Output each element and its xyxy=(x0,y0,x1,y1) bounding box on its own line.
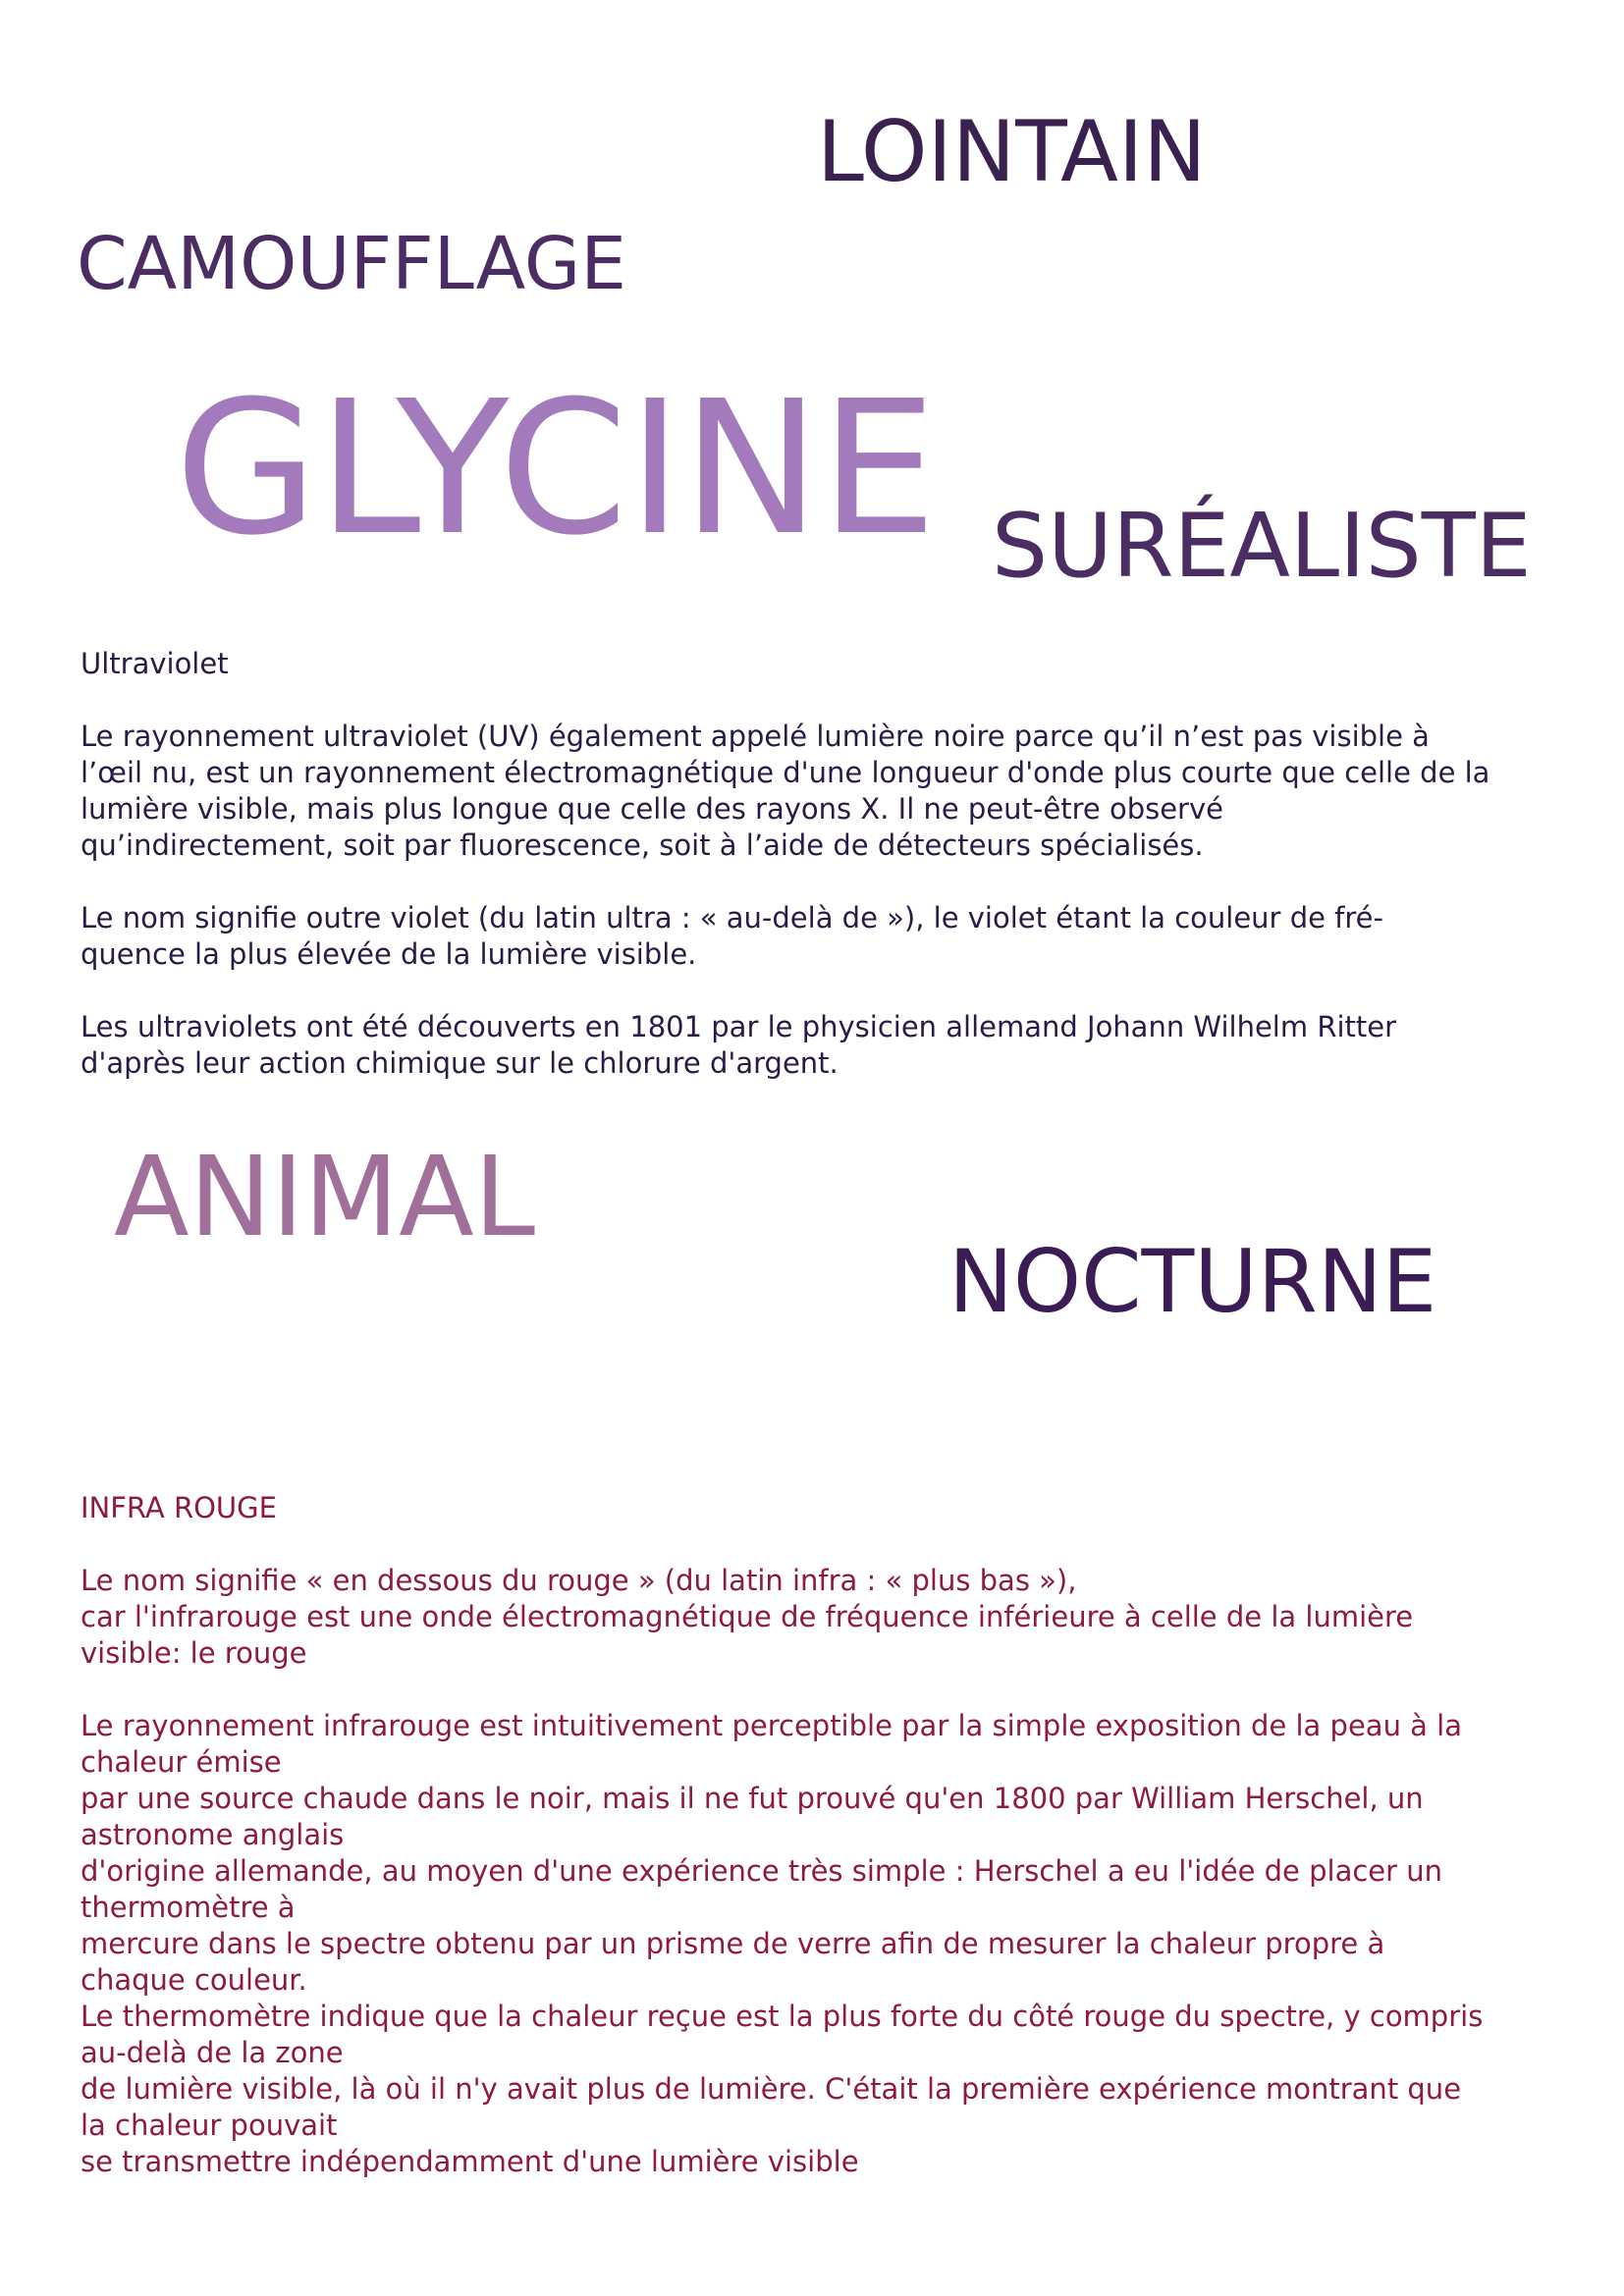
infrarouge-paragraph-2 xyxy=(81,1708,1573,2180)
text-line: Le rayonnement infrarouge est intuitivement perceptible par la simple exposition de la peau à la xyxy=(81,1709,1462,1742)
text-line: car l'infrarouge est une onde électromagnétique de fréquence inférieure à celle de la lumière xyxy=(81,1600,1414,1633)
text-line: chaleur émise xyxy=(81,1745,282,1779)
word-nocturne: NOCTURNE xyxy=(948,1231,1437,1332)
word-lointain: LOINTAIN xyxy=(817,103,1207,201)
infrarouge-section xyxy=(81,1490,1573,2216)
text-line: la chaleur pouvait xyxy=(81,2109,338,2142)
text-line: qu’indirectement, soit par fluorescence, soit à l’aide de détecteurs spécialisés. xyxy=(81,828,1204,862)
text-line: de lumière visible, là où il n'y avait plus de lumière. C'était la première expérience montrant que xyxy=(81,2072,1462,2106)
word-glycine: GLYCINE xyxy=(175,361,938,576)
ultraviolet-paragraph-3 xyxy=(81,1009,1573,1082)
ultraviolet-paragraph-2 xyxy=(81,900,1573,973)
text-line: d'après leur action chimique sur le chlorure d'argent. xyxy=(81,1046,839,1080)
text-line: se transmettre indépendamment d'une lumière visible xyxy=(81,2145,859,2178)
text-line: au-delà de la zone xyxy=(81,2036,344,2069)
ultraviolet-section xyxy=(81,646,1573,1118)
text-line: Le thermomètre indique que la chaleur reçue est la plus forte du côté rouge du spectre, y compris xyxy=(81,2000,1484,2033)
text-line: mercure dans le spectre obtenu par un prisme de verre afin de mesurer la chaleur propre à xyxy=(81,1927,1385,1960)
text-line: astronome anglais xyxy=(81,1818,345,1851)
text-line: quence la plus élevée de la lumière visible. xyxy=(81,937,697,971)
text-line: visible: le rouge xyxy=(81,1636,307,1670)
word-surealiste: SURÉALISTE xyxy=(992,495,1532,598)
text-line: lumière visible, mais plus longue que celle des rayons X. Il ne peut-être observé xyxy=(81,792,1223,826)
infrarouge-heading: INFRA ROUGE xyxy=(81,1491,277,1524)
text-line: thermomètre à xyxy=(81,1891,296,1924)
word-camouflage: CAMOUFFLAGE xyxy=(77,222,627,306)
text-line: d'origine allemande, au moyen d'une expérience très simple : Herschel a eu l'idée de placer un xyxy=(81,1854,1443,1888)
text-line: chaque couleur. xyxy=(81,1963,307,1997)
text-line: Le nom signifie « en dessous du rouge » (du latin infra : « plus bas »), xyxy=(81,1564,1077,1597)
ultraviolet-paragraph-1 xyxy=(81,719,1573,864)
infrarouge-paragraph-1 xyxy=(81,1563,1573,1672)
word-animal: ANIMAL xyxy=(114,1134,536,1261)
text-line: Le rayonnement ultraviolet (UV) également appelé lumière noire parce qu’il n’est pas visible à xyxy=(81,720,1430,753)
ultraviolet-heading: Ultraviolet xyxy=(81,647,229,680)
text-line: par une source chaude dans le noir, mais il ne fut prouvé qu'en 1800 par William Herschel, un xyxy=(81,1782,1424,1815)
text-line: l’œil nu, est un rayonnement électromagnétique d'une longueur d'onde plus courte que celle de la xyxy=(81,756,1490,789)
text-line: Les ultraviolets ont été découverts en 1801 par le physicien allemand Johann Wilhelm Ritter xyxy=(81,1010,1397,1043)
text-line: Le nom signifie outre violet (du latin ultra : « au-delà de »), le violet étant la couleur de fré- xyxy=(81,901,1383,934)
